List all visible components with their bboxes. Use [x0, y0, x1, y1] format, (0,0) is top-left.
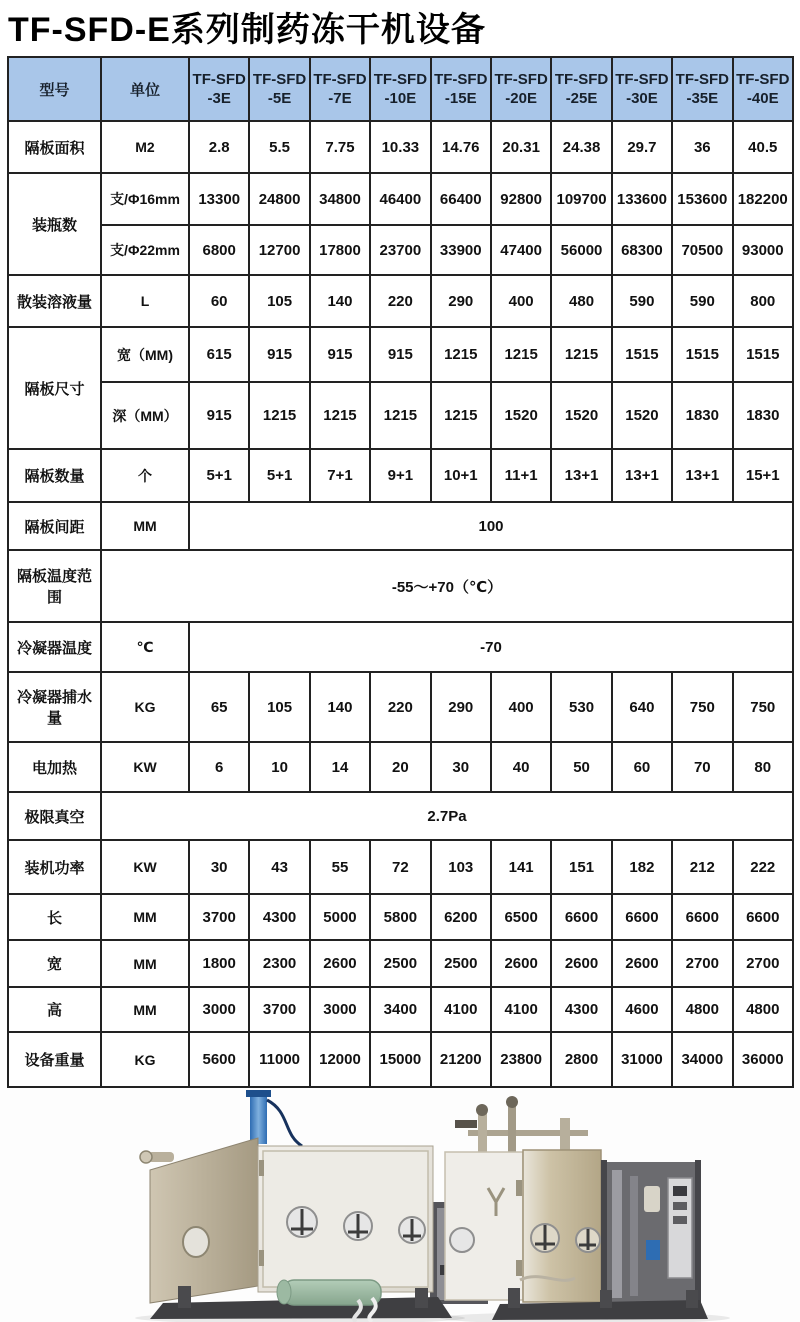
value-cell: 105	[249, 672, 309, 742]
row-label: 隔板尺寸	[8, 327, 101, 449]
value-cell: 182	[612, 840, 672, 894]
value-cell: 915	[370, 327, 430, 382]
value-cell: 1215	[491, 327, 551, 382]
value-cell: 6500	[491, 894, 551, 940]
value-cell: 2600	[310, 940, 370, 987]
value-cell: 9+1	[370, 449, 430, 502]
spec-row	[8, 173, 793, 225]
value-cell: 1520	[491, 382, 551, 449]
value-cell: 290	[431, 275, 491, 327]
header-row	[8, 57, 793, 121]
value-cell: 750	[733, 672, 793, 742]
spec-row	[8, 327, 793, 382]
column-header-unit-label: 单位	[101, 57, 189, 121]
value-cell: 15+1	[733, 449, 793, 502]
column-header-model	[370, 57, 430, 121]
value-cell: 11+1	[491, 449, 551, 502]
value-cell: 2600	[612, 940, 672, 987]
row-label: 冷凝器温度	[8, 622, 101, 672]
unit-cell: MM	[101, 940, 189, 987]
model-prefix: TF-SFD	[252, 71, 307, 88]
unit-cell: 宽（MM)	[101, 327, 189, 382]
value-cell: 50	[551, 742, 611, 792]
value-cell: 6600	[612, 894, 672, 940]
value-cell: 6800	[189, 225, 249, 275]
value-cell: 14.76	[431, 121, 491, 173]
value-cell: 10	[249, 742, 309, 792]
spec-row	[8, 449, 793, 502]
value-cell: 3700	[249, 987, 309, 1032]
unit-cell: KG	[101, 1032, 189, 1087]
value-cell: 56000	[551, 225, 611, 275]
unit-cell: MM	[101, 894, 189, 940]
row-label: 装机功率	[8, 840, 101, 894]
spec-row	[8, 550, 793, 622]
value-cell: 29.7	[612, 121, 672, 173]
spec-row	[8, 987, 793, 1032]
value-cell: 11000	[249, 1032, 309, 1087]
value-cell: 590	[672, 275, 732, 327]
page-title: TF-SFD-E系列制药冻干机设备	[8, 11, 486, 49]
value-cell: 400	[491, 275, 551, 327]
value-cell: 5+1	[249, 449, 309, 502]
value-cell: 4800	[733, 987, 793, 1032]
value-cell: 1215	[370, 382, 430, 449]
unit-cell: 支/Φ16mm	[101, 173, 189, 225]
value-cell: 590	[612, 275, 672, 327]
unit-cell: KW	[101, 742, 189, 792]
value-cell: 68300	[612, 225, 672, 275]
row-label: 高	[8, 987, 101, 1032]
value-cell: 1520	[551, 382, 611, 449]
model-suffix: -5E	[267, 90, 292, 107]
product-photos	[0, 1090, 800, 1322]
merged-value: 100	[189, 502, 793, 550]
model-prefix: TF-SFD	[192, 71, 246, 88]
row-label: 装瓶数	[8, 173, 101, 275]
value-cell: 1515	[612, 327, 672, 382]
value-cell: 6	[189, 742, 249, 792]
model-prefix: TF-SFD	[494, 71, 548, 88]
value-cell: 2500	[431, 940, 491, 987]
value-cell: 20.31	[491, 121, 551, 173]
value-cell: 1830	[672, 382, 732, 449]
row-label: 隔板数量	[8, 449, 101, 502]
column-header-model	[310, 57, 370, 121]
value-cell: 615	[189, 327, 249, 382]
model-prefix: TF-SFD	[554, 71, 609, 88]
value-cell: 5600	[189, 1032, 249, 1087]
value-cell: 1515	[733, 327, 793, 382]
value-cell: 220	[370, 672, 430, 742]
freeze-dryer-machines-photo	[0, 1090, 800, 1322]
value-cell: 24800	[249, 173, 309, 225]
value-cell: 140	[310, 275, 370, 327]
unit-cell: MM	[101, 987, 189, 1032]
value-cell: 40.5	[733, 121, 793, 173]
spec-row	[8, 672, 793, 742]
value-cell: 1215	[551, 327, 611, 382]
value-cell: 23800	[491, 1032, 551, 1087]
value-cell: 212	[672, 840, 732, 894]
value-cell: 43	[249, 840, 309, 894]
value-cell: 915	[189, 382, 249, 449]
value-cell: 31000	[612, 1032, 672, 1087]
value-cell: 36	[672, 121, 732, 173]
merged-value: -55～+70（℃）	[101, 550, 793, 622]
unit-cell: ℃	[101, 622, 189, 672]
value-cell: 1515	[672, 327, 732, 382]
freeze-dryer-left	[140, 1090, 488, 1322]
column-header-model	[431, 57, 491, 121]
value-cell: 2600	[491, 940, 551, 987]
model-prefix: TF-SFD	[736, 71, 790, 88]
row-label: 宽	[8, 940, 101, 987]
value-cell: 182200	[733, 173, 793, 225]
model-suffix: -3E	[207, 90, 231, 107]
spec-row	[8, 121, 793, 173]
value-cell: 13+1	[551, 449, 611, 502]
spec-row	[8, 382, 793, 449]
value-cell: 6600	[551, 894, 611, 940]
value-cell: 12000	[310, 1032, 370, 1087]
column-header-model	[491, 57, 551, 121]
value-cell: 222	[733, 840, 793, 894]
value-cell: 20	[370, 742, 430, 792]
row-label: 隔板面积	[8, 121, 101, 173]
model-suffix: -25E	[565, 90, 598, 107]
value-cell: 1215	[431, 382, 491, 449]
value-cell: 5.5	[249, 121, 309, 173]
value-cell: 480	[551, 275, 611, 327]
value-cell: 13+1	[612, 449, 672, 502]
value-cell: 4800	[672, 987, 732, 1032]
value-cell: 17800	[310, 225, 370, 275]
model-prefix: TF-SFD	[675, 71, 729, 88]
value-cell: 5+1	[189, 449, 249, 502]
value-cell: 5800	[370, 894, 430, 940]
value-cell: 1215	[431, 327, 491, 382]
value-cell: 640	[612, 672, 672, 742]
model-suffix: -7E	[328, 90, 352, 107]
value-cell: 34800	[310, 173, 370, 225]
spec-row	[8, 840, 793, 894]
column-header-model	[551, 57, 611, 121]
value-cell: 33900	[431, 225, 491, 275]
value-cell: 60	[189, 275, 249, 327]
row-label: 长	[8, 894, 101, 940]
value-cell: 153600	[672, 173, 732, 225]
value-cell: 7.75	[310, 121, 370, 173]
unit-cell: MM	[101, 502, 189, 550]
value-cell: 4300	[249, 894, 309, 940]
value-cell: 290	[431, 672, 491, 742]
value-cell: 72	[370, 840, 430, 894]
value-cell: 14	[310, 742, 370, 792]
value-cell: 21200	[431, 1032, 491, 1087]
model-suffix: -10E	[384, 90, 417, 107]
value-cell: 65	[189, 672, 249, 742]
value-cell: 23700	[370, 225, 430, 275]
value-cell: 2.8	[189, 121, 249, 173]
model-prefix: TF-SFD	[434, 71, 488, 88]
column-header-model	[249, 57, 309, 121]
merged-value: 2.7Pa	[101, 792, 793, 840]
value-cell: 2700	[733, 940, 793, 987]
value-cell: 6200	[431, 894, 491, 940]
spec-row	[8, 792, 793, 840]
value-cell: 5000	[310, 894, 370, 940]
value-cell: 40	[491, 742, 551, 792]
value-cell: 105	[249, 275, 309, 327]
value-cell: 47400	[491, 225, 551, 275]
model-suffix: -20E	[505, 90, 537, 107]
row-label: 散装溶液量	[8, 275, 101, 327]
row-label: 隔板温度范围	[8, 550, 101, 622]
value-cell: 70	[672, 742, 732, 792]
spec-row	[8, 1032, 793, 1087]
value-cell: 34000	[672, 1032, 732, 1087]
model-prefix: TF-SFD	[373, 71, 428, 88]
unit-cell: KG	[101, 672, 189, 742]
model-suffix: -15E	[444, 90, 477, 107]
model-suffix: -30E	[626, 90, 658, 107]
freeze-dryer-right	[445, 1096, 708, 1320]
value-cell: 3000	[189, 987, 249, 1032]
row-label: 极限真空	[8, 792, 101, 840]
model-suffix: -40E	[746, 90, 779, 107]
value-cell: 2800	[551, 1032, 611, 1087]
value-cell: 800	[733, 275, 793, 327]
value-cell: 103	[431, 840, 491, 894]
value-cell: 109700	[551, 173, 611, 225]
value-cell: 13300	[189, 173, 249, 225]
spec-row	[8, 894, 793, 940]
value-cell: 30	[431, 742, 491, 792]
spec-table	[7, 56, 794, 1088]
value-cell: 6600	[672, 894, 732, 940]
unit-cell: KW	[101, 840, 189, 894]
value-cell: 30	[189, 840, 249, 894]
merged-value: -70	[189, 622, 793, 672]
value-cell: 3000	[310, 987, 370, 1032]
value-cell: 4100	[491, 987, 551, 1032]
value-cell: 2500	[370, 940, 430, 987]
value-cell: 93000	[733, 225, 793, 275]
value-cell: 13+1	[672, 449, 732, 502]
unit-cell: 个	[101, 449, 189, 502]
value-cell: 36000	[733, 1032, 793, 1087]
value-cell: 141	[491, 840, 551, 894]
unit-cell: M2	[101, 121, 189, 173]
value-cell: 3700	[189, 894, 249, 940]
value-cell: 46400	[370, 173, 430, 225]
value-cell: 6600	[733, 894, 793, 940]
column-header-model	[672, 57, 732, 121]
value-cell: 10+1	[431, 449, 491, 502]
value-cell: 4100	[431, 987, 491, 1032]
value-cell: 70500	[672, 225, 732, 275]
unit-cell: L	[101, 275, 189, 327]
column-header-model-label: 型号	[8, 57, 101, 121]
spec-row	[8, 742, 793, 792]
column-header-model	[733, 57, 793, 121]
spec-row	[8, 940, 793, 987]
value-cell: 2600	[551, 940, 611, 987]
value-cell: 915	[310, 327, 370, 382]
value-cell: 915	[249, 327, 309, 382]
value-cell: 92800	[491, 173, 551, 225]
value-cell: 1215	[249, 382, 309, 449]
column-header-model	[189, 57, 249, 121]
value-cell: 1800	[189, 940, 249, 987]
model-prefix: TF-SFD	[615, 71, 669, 88]
value-cell: 55	[310, 840, 370, 894]
value-cell: 60	[612, 742, 672, 792]
value-cell: 1215	[310, 382, 370, 449]
model-prefix: TF-SFD	[313, 71, 367, 88]
spec-row	[8, 225, 793, 275]
model-suffix: -35E	[686, 90, 719, 107]
row-label: 冷凝器捕水量	[8, 672, 101, 742]
value-cell: 15000	[370, 1032, 430, 1087]
value-cell: 750	[672, 672, 732, 742]
unit-cell: 深（MM）	[101, 382, 189, 449]
value-cell: 133600	[612, 173, 672, 225]
value-cell: 4600	[612, 987, 672, 1032]
spec-row	[8, 275, 793, 327]
value-cell: 220	[370, 275, 430, 327]
value-cell: 80	[733, 742, 793, 792]
unit-cell: 支/Φ22mm	[101, 225, 189, 275]
value-cell: 1520	[612, 382, 672, 449]
value-cell: 151	[551, 840, 611, 894]
row-label: 设备重量	[8, 1032, 101, 1087]
spec-row	[8, 502, 793, 550]
value-cell: 3400	[370, 987, 430, 1032]
value-cell: 7+1	[310, 449, 370, 502]
value-cell: 2300	[249, 940, 309, 987]
value-cell: 530	[551, 672, 611, 742]
value-cell: 12700	[249, 225, 309, 275]
column-header-model	[612, 57, 672, 121]
row-label: 隔板间距	[8, 502, 101, 550]
row-label: 电加热	[8, 742, 101, 792]
value-cell: 1830	[733, 382, 793, 449]
value-cell: 66400	[431, 173, 491, 225]
value-cell: 10.33	[370, 121, 430, 173]
value-cell: 400	[491, 672, 551, 742]
value-cell: 140	[310, 672, 370, 742]
value-cell: 2700	[672, 940, 732, 987]
spec-row	[8, 622, 793, 672]
value-cell: 24.38	[551, 121, 611, 173]
value-cell: 4300	[551, 987, 611, 1032]
